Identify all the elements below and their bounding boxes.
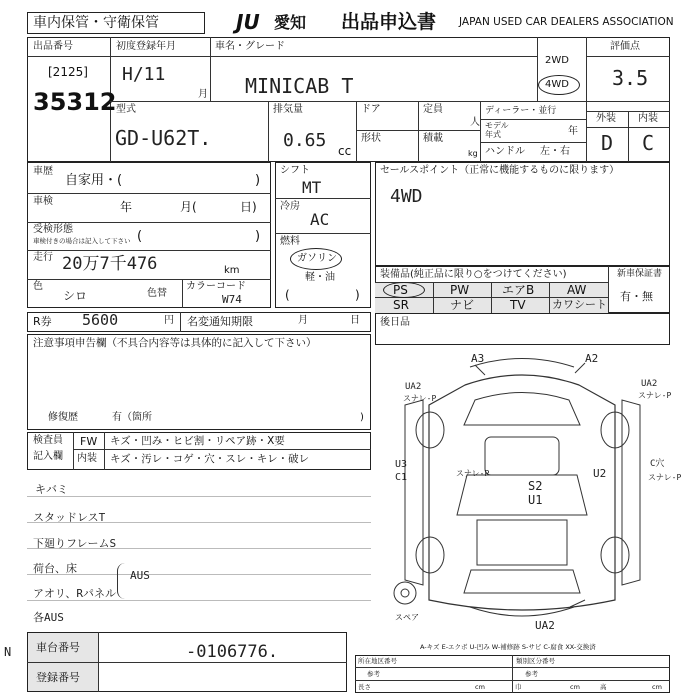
accepted-close: ) bbox=[255, 229, 261, 244]
grade-label: 評価点 bbox=[610, 41, 640, 52]
handwritten-note-5: アオリ、Rパネル bbox=[33, 587, 116, 600]
ju-logo: JU bbox=[236, 10, 260, 34]
location-label-1: 所在地区番号 bbox=[358, 657, 397, 665]
color-change-label: 色替 bbox=[147, 288, 167, 299]
inspection-day: 日) bbox=[240, 200, 257, 214]
inspector-int-label: 内装 bbox=[77, 453, 97, 464]
damage-sukure-right: スナレ-P bbox=[638, 391, 672, 400]
handle-options: 左・右 bbox=[540, 146, 570, 157]
load-label: 積載 bbox=[423, 133, 443, 144]
damage-ua2-rear: UA2 bbox=[535, 619, 555, 632]
org-name: 愛知 bbox=[274, 13, 307, 32]
name-change-day: 日 bbox=[350, 315, 360, 326]
equip-seat: カワシート bbox=[552, 298, 607, 311]
damage-sukure-right2: スナレ-P bbox=[648, 473, 682, 482]
model-value: GD-U62T. bbox=[115, 126, 212, 150]
lot-number: 35312 bbox=[33, 88, 117, 116]
inspection-month: 月( bbox=[180, 200, 197, 214]
repair-close: ) bbox=[360, 412, 364, 423]
spare-label: スペア bbox=[395, 613, 419, 622]
diagram-legend: A-キズ E-エクボ U-凹み W-補修跡 S-サビ C-腐食 XX-交換済 bbox=[420, 643, 596, 651]
model-year-label: モデル bbox=[485, 121, 509, 130]
capacity-label: 定員 bbox=[423, 104, 443, 115]
sales-point-value: 4WD bbox=[390, 186, 423, 207]
mileage-value: 20万7千476 bbox=[62, 254, 158, 274]
equip-aw: AW bbox=[567, 283, 587, 297]
accepted-sub: 車検付きの場合は記入して下さい bbox=[33, 237, 131, 245]
sales-point-label: セールスポイント（正常に機能するものに限ります） bbox=[380, 165, 620, 176]
damage-sukure-left: スナレ-P bbox=[403, 394, 437, 403]
association-name: JAPAN USED CAR DEALERS ASSOCIATION bbox=[459, 16, 674, 28]
after-items-block bbox=[375, 313, 670, 345]
cooler-label: 冷房 bbox=[280, 201, 300, 212]
damage-ua2-left: UA2 bbox=[405, 382, 422, 392]
damage-a3: A3 bbox=[471, 352, 485, 365]
inspector-int-text: キズ・汚レ・コゲ・穴・スレ・キレ・破レ bbox=[110, 453, 310, 465]
fuel-diesel: 軽・油 bbox=[305, 272, 335, 283]
damage-u2: U2 bbox=[593, 467, 607, 480]
ext-value: D bbox=[601, 131, 614, 155]
drive-2wd: 2WD bbox=[545, 55, 569, 66]
inspection-label: 車検 bbox=[33, 196, 53, 207]
dealer-label: ディーラー・並行 bbox=[485, 106, 557, 116]
shift-label: シフト bbox=[280, 165, 310, 176]
handwritten-note-3: 下廻りフレームS bbox=[33, 537, 117, 550]
damage-c-hole: C穴 bbox=[650, 459, 665, 469]
equip-pw: PW bbox=[450, 283, 470, 297]
handwritten-notes-area bbox=[27, 470, 371, 630]
registration-label: 登録番号 bbox=[36, 671, 80, 684]
name-change-month: 月 bbox=[298, 315, 308, 326]
mileage-label: 走行 bbox=[33, 252, 53, 263]
chassis-value: -0106776. bbox=[186, 642, 279, 662]
damage-ua2-right: UA2 bbox=[641, 379, 658, 389]
shape-label: 形状 bbox=[361, 133, 381, 144]
car-name-label: 車名・グレード bbox=[215, 41, 285, 52]
fuel-close: ) bbox=[355, 288, 360, 302]
damage-u3: U3 bbox=[395, 459, 408, 470]
displacement-value: 0.65 bbox=[283, 130, 327, 151]
model-label: 型式 bbox=[116, 104, 136, 115]
fuel-open: ( bbox=[285, 288, 290, 302]
displacement-unit: cc bbox=[338, 144, 352, 158]
model-year-label2: 年式 bbox=[485, 130, 501, 139]
storage-note: 車内保管・守衛保管 bbox=[33, 15, 159, 31]
mileage-unit: km bbox=[224, 265, 240, 276]
inspection-year: 年 bbox=[120, 200, 133, 214]
ext-label: 外装 bbox=[596, 113, 616, 124]
first-reg-value: H/11 bbox=[122, 64, 166, 85]
handle-label: ハンドル bbox=[485, 146, 525, 157]
int-label: 内装 bbox=[638, 113, 658, 124]
location-ref-2: 参考 bbox=[525, 670, 538, 678]
location-label-2: 類別区分番号 bbox=[516, 657, 555, 665]
recycle-unit: 円 bbox=[164, 315, 174, 326]
int-value: C bbox=[642, 131, 655, 155]
color-code-label: カラーコード bbox=[186, 281, 246, 292]
inspector-label-1: 検査員 bbox=[33, 435, 63, 446]
recycle-label: R券 bbox=[33, 315, 52, 328]
handwritten-note-6: AUS bbox=[130, 569, 150, 582]
warranty-label: 新車保証書 bbox=[617, 269, 663, 279]
cooler-value: AC bbox=[310, 210, 330, 229]
damage-a2: A2 bbox=[585, 352, 599, 365]
brace bbox=[117, 563, 126, 599]
sales-point-block bbox=[375, 162, 670, 266]
color-label: 色 bbox=[33, 281, 43, 292]
notes-label: 注意事項申告欄（不具合内容等は具体的に記入して下さい） bbox=[33, 337, 317, 349]
repair-value: 有（箇所 bbox=[112, 412, 152, 423]
after-items-label: 後日品 bbox=[380, 317, 410, 328]
accepted-label: 受検形態 bbox=[33, 224, 73, 235]
warranty-options: 有・無 bbox=[620, 290, 653, 303]
drive-4wd-circle bbox=[538, 75, 580, 95]
load-unit: kg bbox=[468, 149, 478, 158]
handwritten-note-7: 各AUS bbox=[33, 611, 64, 624]
equip-ps-circle bbox=[383, 282, 425, 298]
damage-s2: S2 bbox=[528, 479, 543, 493]
chassis-label: 車台番号 bbox=[36, 641, 80, 654]
year-suffix: 年 bbox=[568, 126, 578, 137]
equip-ps: PS bbox=[393, 283, 408, 297]
form-title: 出品申込書 bbox=[341, 11, 437, 33]
location-ref-1: 参考 bbox=[367, 670, 380, 678]
size-height-label: 高 bbox=[600, 683, 607, 691]
size-width-unit: cm bbox=[570, 683, 580, 691]
inspector-fw-text: キズ・凹み・ヒビ割・リペア跡・X要 bbox=[110, 435, 285, 447]
handwritten-note-1: キバミ bbox=[35, 483, 68, 496]
equip-tv: TV bbox=[510, 298, 526, 312]
repair-label: 修復歴 bbox=[48, 412, 78, 423]
recycle-value: 5600 bbox=[82, 311, 119, 329]
capacity-unit: 人 bbox=[470, 117, 480, 128]
size-width-label: 巾 bbox=[515, 683, 522, 691]
equipment-label: 装備品(純正品に限り○をつけてください) bbox=[380, 269, 567, 280]
name-change-label: 名変通知期限 bbox=[187, 315, 253, 328]
fuel-gasoline: ガソリン bbox=[297, 253, 337, 264]
accepted-open: ( bbox=[137, 229, 143, 244]
door-label: ドア bbox=[361, 104, 381, 115]
history-label: 車歴 bbox=[33, 166, 53, 177]
first-reg-month: 月 bbox=[198, 89, 208, 100]
color-value: シロ bbox=[63, 289, 88, 303]
lot-label: 出品番号 bbox=[33, 41, 73, 52]
displacement-label: 排気量 bbox=[273, 104, 303, 115]
history-value: 自家用・( bbox=[65, 173, 123, 188]
size-height-unit: cm bbox=[652, 683, 662, 691]
history-close: ) bbox=[255, 173, 261, 188]
margin-mark: N bbox=[4, 645, 12, 659]
size-length-label: 長さ bbox=[358, 683, 371, 691]
equip-airbag: エアB bbox=[502, 283, 535, 297]
shift-block bbox=[275, 162, 371, 308]
grade-value: 3.5 bbox=[612, 66, 649, 90]
handwritten-note-4: 荷台、床 bbox=[33, 562, 77, 575]
equip-sr: SR bbox=[393, 298, 409, 312]
handwritten-note-2: スタッドレスT bbox=[33, 511, 106, 524]
size-length-unit: cm bbox=[475, 683, 485, 691]
damage-c1: C1 bbox=[395, 472, 408, 483]
drive-4wd: 4WD bbox=[545, 79, 569, 90]
color-code-value: W74 bbox=[222, 293, 242, 306]
fuel-gasoline-circle bbox=[290, 248, 342, 270]
fuel-label: 燃料 bbox=[280, 236, 300, 247]
inspector-fw: FW bbox=[80, 435, 98, 448]
inspector-label-2: 記入欄 bbox=[33, 451, 63, 462]
equip-navi: ナビ bbox=[450, 298, 475, 312]
first-reg-label: 初度登録年月 bbox=[116, 41, 176, 52]
damage-sukure-mid: スナレ-P bbox=[456, 469, 490, 478]
damage-u1: U1 bbox=[528, 493, 543, 507]
car-name-value: MINICAB T bbox=[245, 74, 354, 98]
lot-sub-number: [2125] bbox=[48, 65, 88, 79]
shift-value: MT bbox=[302, 178, 322, 197]
